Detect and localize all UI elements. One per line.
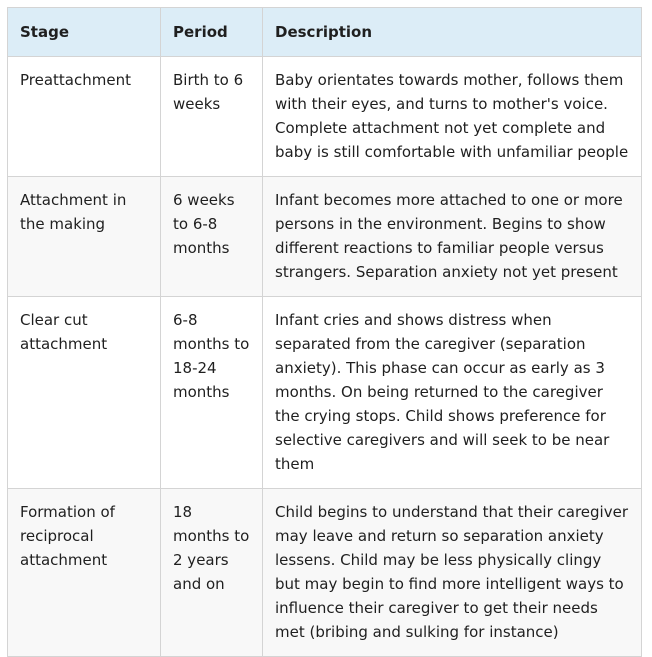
cell-period: Birth to 6 weeks (161, 57, 263, 177)
header-description: Description (263, 8, 642, 57)
table-row (8, 57, 642, 177)
header-row (8, 8, 642, 57)
table-row (8, 297, 642, 489)
cell-description: Baby orientates towards mother, follows them with their eyes, and turns to mother's voice. Complete attachment not yet complete and baby is still comfortable with unfamiliar people (263, 57, 642, 177)
attachment-stages-table-container (7, 7, 641, 657)
cell-period: 6-8 months to 18-24 months (161, 297, 263, 489)
cell-stage: Formation of reciprocal attachment (8, 489, 161, 657)
header-stage: Stage (8, 8, 161, 57)
cell-period: 6 weeks to 6-8 months (161, 177, 263, 297)
cell-period: 18 months to 2 years and on (161, 489, 263, 657)
table-header (8, 8, 642, 57)
attachment-stages-table (7, 7, 642, 657)
cell-stage: Preattachment (8, 57, 161, 177)
table-body (8, 57, 642, 657)
cell-stage: Attachment in the making (8, 177, 161, 297)
cell-stage: Clear cut attachment (8, 297, 161, 489)
header-period: Period (161, 8, 263, 57)
cell-description: Infant cries and shows distress when separated from the caregiver (separation anxiety). This phase can occur as early as 3 months. On being returned to the caregiver the crying stops. Child shows preference for selective caregivers and will seek to be near them (263, 297, 642, 489)
table-row (8, 177, 642, 297)
cell-description: Infant becomes more attached to one or more persons in the environment. Begins to show different reactions to familiar people versus strangers. Separation anxiety not yet present (263, 177, 642, 297)
table-row (8, 489, 642, 657)
cell-description: Child begins to understand that their caregiver may leave and return so separation anxiety lessens. Child may be less physically clingy but may begin to find more intelligent ways to influence their caregiver to get their needs met (bribing and sulking for instance) (263, 489, 642, 657)
